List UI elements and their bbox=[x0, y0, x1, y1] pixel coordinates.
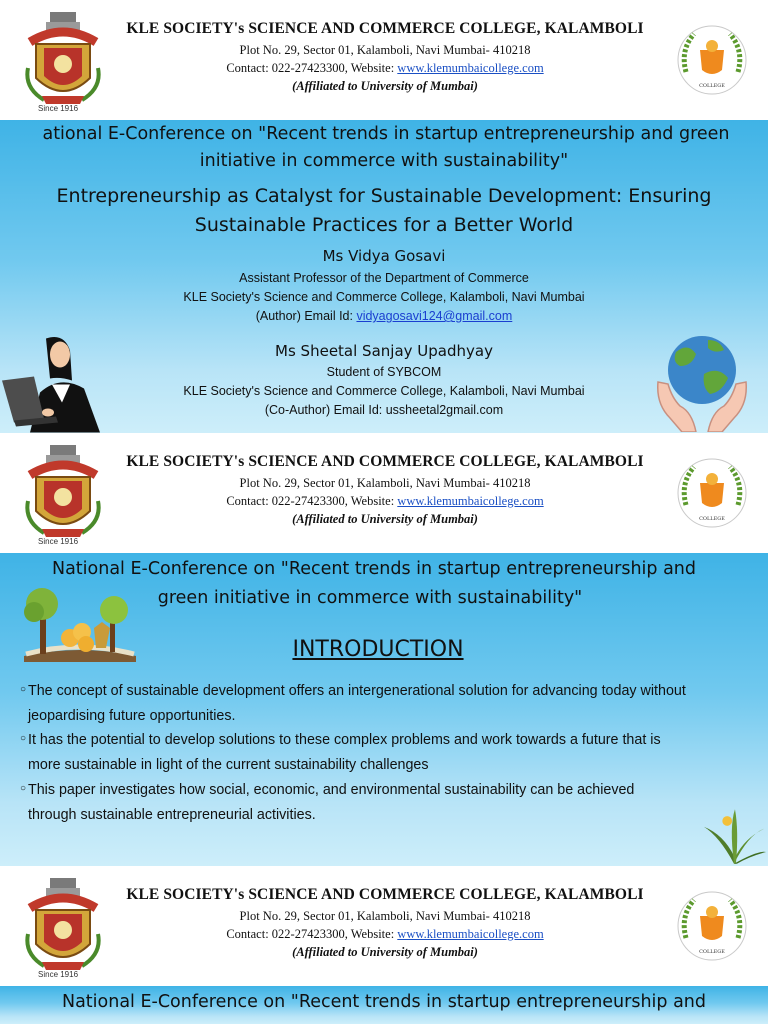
introduction-slide bbox=[0, 553, 768, 866]
paper-title-line1: Entrepreneurship as Catalyst for Sustainable Development: Ensuring bbox=[56, 185, 712, 207]
college-emblem-icon bbox=[22, 874, 104, 980]
bullet-dot: ○ bbox=[20, 733, 27, 744]
since-year: Since 1916 bbox=[38, 970, 79, 979]
conference-title-line1: National E-Conference on "Recent trends in startup entrepreneurship and bbox=[51, 559, 697, 579]
introduction-heading: INTRODUCTION bbox=[292, 637, 464, 662]
college-header-1 bbox=[0, 0, 768, 120]
coauthor-designation: Student of SYBCOM bbox=[326, 365, 442, 379]
college-address: Plot No. 29, Sector 01, Kalamboli, Navi Mumbai- 410218 bbox=[239, 43, 531, 57]
college-header-3 bbox=[0, 866, 768, 986]
author-email-line bbox=[0, 309, 768, 323]
contact-label: Contact: 022-27423300, Website: bbox=[226, 61, 398, 75]
bullet-dot: ○ bbox=[20, 783, 27, 794]
paper-title-line2: Sustainable Practices for a Better World bbox=[194, 214, 574, 236]
bullet-3-line1: This paper investigates how social, economic, and environmental sustainability can be achieved bbox=[28, 782, 635, 798]
college-emblem-icon bbox=[22, 8, 104, 114]
contact-label: Contact: 022-27423300, Website: bbox=[226, 494, 398, 508]
college-contact bbox=[110, 61, 660, 76]
third-slide bbox=[0, 986, 768, 1024]
conference-title-line2: initiative in commerce with sustainability" bbox=[199, 151, 569, 171]
bullet-3-line2: through sustainable entrepreneurial activities. bbox=[28, 807, 316, 823]
contact-label: Contact: 022-27423300, Website: bbox=[226, 927, 398, 941]
globe-in-hands-icon bbox=[652, 332, 752, 432]
website-link[interactable]: www.klemumbaicollege.com bbox=[397, 927, 544, 941]
author-email-link[interactable]: vidyagosavi124@gmail.com bbox=[356, 309, 513, 323]
bullet-1 bbox=[20, 679, 755, 729]
bullet-2-line2: more sustainable in light of the current sustainability challenges bbox=[28, 757, 429, 773]
affiliation: (Affiliated to University of Mumbai) bbox=[292, 945, 478, 959]
college-header-2 bbox=[0, 433, 768, 553]
author-institution: KLE Society's Science and Commerce College, Kalamboli, Navi Mumbai bbox=[183, 290, 585, 304]
college-contact bbox=[110, 494, 660, 509]
since-year: Since 1916 bbox=[38, 537, 79, 546]
kle-society-seal-icon bbox=[674, 20, 750, 100]
bullet-2 bbox=[20, 728, 755, 778]
svg-text:COLLEGE: COLLEGE bbox=[699, 949, 725, 955]
svg-text:COLLEGE: COLLEGE bbox=[699, 516, 725, 522]
college-emblem-icon bbox=[22, 441, 104, 547]
since-year: Since 1916 bbox=[38, 104, 79, 113]
conference-title-line2: green initiative in commerce with sustainability" bbox=[157, 588, 583, 608]
title-slide bbox=[0, 120, 768, 433]
college-name: KLE SOCIETY's SCIENCE AND COMMERCE COLLEGE, KALAMBOLI bbox=[126, 886, 644, 903]
kle-society-seal-icon bbox=[674, 886, 750, 966]
conference-title-line1: ational E-Conference on "Recent trends in startup entrepreneurship and green bbox=[42, 124, 730, 144]
college-address: Plot No. 29, Sector 01, Kalamboli, Navi Mumbai- 410218 bbox=[239, 476, 531, 490]
college-address: Plot No. 29, Sector 01, Kalamboli, Navi Mumbai- 410218 bbox=[239, 909, 531, 923]
bullet-1-line1: The concept of sustainable development offers an intergenerational solution for advancing today without bbox=[28, 683, 686, 699]
author-designation: Assistant Professor of the Department of Commerce bbox=[239, 271, 529, 285]
coauthor-institution: KLE Society's Science and Commerce College, Kalamboli, Navi Mumbai bbox=[183, 384, 585, 398]
author-name: Ms Vidya Gosavi bbox=[322, 247, 446, 265]
conference-title-line1: National E-Conference on "Recent trends in startup entrepreneurship and bbox=[61, 992, 707, 1012]
author-email-label: (Author) Email Id: bbox=[255, 309, 357, 323]
college-name: KLE SOCIETY's SCIENCE AND COMMERCE COLLEGE, KALAMBOLI bbox=[126, 453, 644, 470]
bullet-3 bbox=[20, 778, 755, 828]
bullet-dot: ○ bbox=[20, 684, 27, 695]
kle-society-seal-icon bbox=[674, 453, 750, 533]
affiliation: (Affiliated to University of Mumbai) bbox=[292, 512, 478, 526]
website-link[interactable]: www.klemumbaicollege.com bbox=[397, 494, 544, 508]
bullet-2-line1: It has the potential to develop solutions to these complex problems and work towards a future that is bbox=[28, 732, 661, 748]
bullet-1-line2: jeopardising future opportunities. bbox=[28, 708, 236, 724]
college-name: KLE SOCIETY's SCIENCE AND COMMERCE COLLEGE, KALAMBOLI bbox=[126, 20, 644, 37]
plant-icon bbox=[700, 807, 768, 866]
woman-laptop-icon bbox=[0, 332, 110, 433]
website-link[interactable]: www.klemumbaicollege.com bbox=[397, 61, 544, 75]
coauthor-email-line: (Co-Author) Email Id: ussheetal2gmail.com bbox=[264, 403, 504, 417]
college-contact bbox=[110, 927, 660, 942]
coauthor-name: Ms Sheetal Sanjay Upadhyay bbox=[275, 342, 493, 360]
affiliation: (Affiliated to University of Mumbai) bbox=[292, 79, 478, 93]
svg-text:COLLEGE: COLLEGE bbox=[699, 83, 725, 89]
